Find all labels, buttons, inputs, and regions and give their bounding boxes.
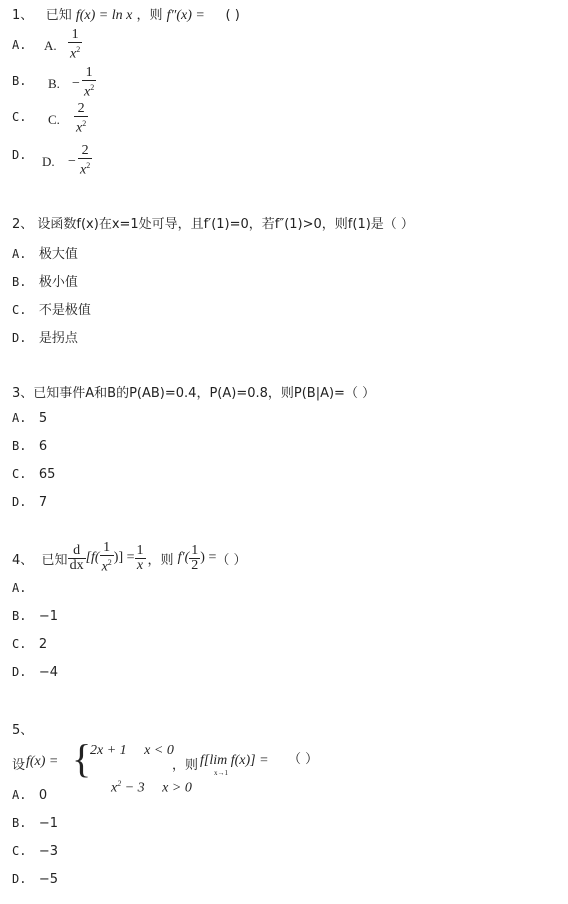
q4-option-d-label: D. [12, 665, 27, 679]
q3-option-d[interactable] [12, 495, 47, 510]
q5-option-a[interactable] [12, 788, 47, 803]
q5-blank: （ ） [288, 752, 319, 767]
q1-option-d-num: 2 [81, 143, 89, 158]
q1-option-c-label: C. [12, 110, 27, 124]
q1-option-b-num: 1 [85, 65, 93, 80]
q2-option-d[interactable] [12, 327, 78, 346]
q5-lim-expr: f[lim f(x)] = [200, 753, 269, 768]
q4-mid: ，则 [147, 552, 174, 568]
q1-option-b-letter: B. [48, 76, 60, 91]
q1-option-b-sign: − [72, 76, 80, 91]
q2-option-c-text: 不是极值 [38, 303, 91, 318]
q4-inner-open: [f( [85, 550, 100, 565]
q4-blank: （ ） [216, 552, 247, 568]
q4-option-b-text: −1 [38, 609, 59, 624]
q4-stem-line [12, 540, 247, 576]
q4-fprime: f′( [177, 550, 190, 565]
q1-option-d-den: x [80, 162, 87, 178]
q3-option-a[interactable] [12, 411, 47, 426]
q4-inner-num: 1 [103, 540, 111, 556]
q1-stem-text: 已知 [45, 8, 72, 23]
q4-tail: ) = [200, 550, 217, 565]
q1-option-b-den: x [84, 84, 91, 100]
q2-option-d-text: 是拐点 [38, 331, 78, 346]
q4-inner-fraction [100, 541, 114, 575]
q4-number: 4、 [12, 552, 34, 568]
q4-arg-num: 1 [191, 542, 199, 558]
q2-option-d-label: D. [12, 331, 27, 345]
q2-option-a[interactable] [12, 243, 78, 262]
q2-option-a-text: 极大值 [38, 247, 78, 262]
q4-option-c-text: 2 [38, 637, 48, 652]
q1-expr: f(x) = ln x [75, 8, 133, 23]
q1-option-a-letter: A. [44, 38, 57, 53]
q2-option-b-label: B. [12, 275, 27, 289]
q5-brace: { [72, 736, 92, 781]
q3-stem: 3、已知事件A和B的P(AB)=0.4，P(A)=0.8，则P(B|A)=（ ） [12, 386, 376, 401]
q1-option-a-label: A. [12, 38, 27, 52]
q2-stem: 2、 设函数f(x)在x=1处可导，且f′(1)=0，若f″(1)>0，则f(1)是（ ） [12, 217, 414, 232]
q5-option-a-label: A. [12, 788, 27, 802]
q5-case2-b: − 3 x > 0 [121, 780, 192, 796]
q4-option-c[interactable] [12, 637, 47, 652]
q1-option-c-den: x [76, 120, 83, 136]
q1-option-c-sup: 2 [82, 119, 87, 128]
q3-option-a-text: 5 [38, 411, 48, 426]
q2-option-b[interactable] [12, 271, 78, 290]
q5-option-a-text: 0 [38, 788, 48, 803]
q1-option-d-label: D. [12, 148, 27, 162]
q2-option-c-label: C. [12, 303, 27, 317]
q2-option-c[interactable] [12, 299, 91, 318]
q5-stem-line [12, 736, 552, 796]
q4-stem-text: 已知 [41, 552, 68, 568]
q5-case2-a: x [111, 780, 118, 796]
q3-option-d-text: 7 [38, 495, 48, 510]
q5-stem-text: 设 [12, 758, 26, 773]
q1-number: 1、 [12, 8, 34, 23]
q1-option-d-letter: D. [42, 154, 55, 169]
q3-option-b[interactable] [12, 439, 47, 454]
q4-option-a-label: A. [12, 581, 27, 595]
q4-arg-den: 2 [191, 557, 199, 573]
q5-number: 5、 [12, 723, 34, 738]
q5-option-c-label: C. [12, 844, 27, 858]
q1-stem-line [12, 4, 240, 24]
q5-option-c-text: −3 [38, 844, 59, 859]
q2-option-b-text: 极小值 [38, 275, 78, 290]
q4-option-b-label: B. [12, 609, 27, 623]
q4-option-b[interactable] [12, 609, 58, 624]
q3-option-d-label: D. [12, 495, 27, 509]
q4-inner-close: )] = [113, 550, 135, 565]
q4-rhs-den: x [136, 557, 144, 573]
q2-option-a-label: A. [12, 247, 27, 261]
q3-option-c-label: C. [12, 467, 27, 481]
q1-option-b-sup: 2 [90, 83, 95, 92]
q4-option-c-label: C. [12, 637, 27, 651]
q4-d-den: dx [69, 557, 84, 573]
q5-option-b-label: B. [12, 816, 27, 830]
q5-case2-sup: 2 [117, 779, 122, 788]
q4-inner-den: x [101, 559, 108, 575]
q5-case1: 2x + 1 x < 0 [90, 743, 174, 758]
q3-option-c-text: 65 [38, 467, 56, 482]
q1-expr2: f″(x) = [166, 8, 205, 23]
q5-option-b[interactable] [12, 816, 58, 831]
q5-option-d-text: −5 [38, 872, 59, 887]
q4-derivative-op [68, 544, 86, 573]
q4-arg-fraction [189, 544, 200, 573]
q5-option-c[interactable] [12, 844, 58, 859]
q1-mid: ，则 [136, 8, 163, 23]
q1-option-d-sign: − [68, 154, 76, 169]
q3-option-c[interactable] [12, 467, 55, 482]
q1-option-b-fraction [82, 66, 96, 100]
q1-option-a-num: 1 [71, 27, 79, 42]
q1-option-a-den: x [70, 46, 77, 62]
q5-fx: f(x) = [26, 754, 59, 769]
q4-d-num: d [73, 542, 81, 558]
q1-option-c-fraction [74, 102, 88, 136]
q1-option-d-fraction [78, 144, 92, 178]
q4-option-d-text: −4 [38, 665, 59, 680]
q3-option-a-label: A. [12, 411, 27, 425]
q5-mid: ，则 [172, 758, 199, 773]
q5-option-b-text: −1 [38, 816, 59, 831]
q5-option-d[interactable] [12, 872, 58, 887]
q3-option-b-text: 6 [38, 439, 48, 454]
q1-option-a-sup: 2 [76, 45, 81, 54]
q1-option-c-letter: C. [48, 112, 60, 127]
q5-lim-sub: x→1 [214, 769, 228, 777]
q4-rhs-num: 1 [136, 542, 144, 558]
q1-option-d-sup: 2 [86, 161, 91, 170]
q1-option-b-label: B. [12, 74, 27, 88]
q1-option-a-fraction [68, 28, 82, 62]
q3-option-b-label: B. [12, 439, 27, 453]
q4-option-d[interactable] [12, 665, 58, 680]
q4-inner-sup: 2 [107, 558, 112, 568]
q4-option-a[interactable] [12, 581, 35, 596]
q4-rhs-fraction [135, 544, 146, 573]
q1-option-c-num: 2 [77, 101, 85, 116]
q5-option-d-label: D. [12, 872, 27, 886]
q1-blank: ( ) [225, 8, 240, 23]
